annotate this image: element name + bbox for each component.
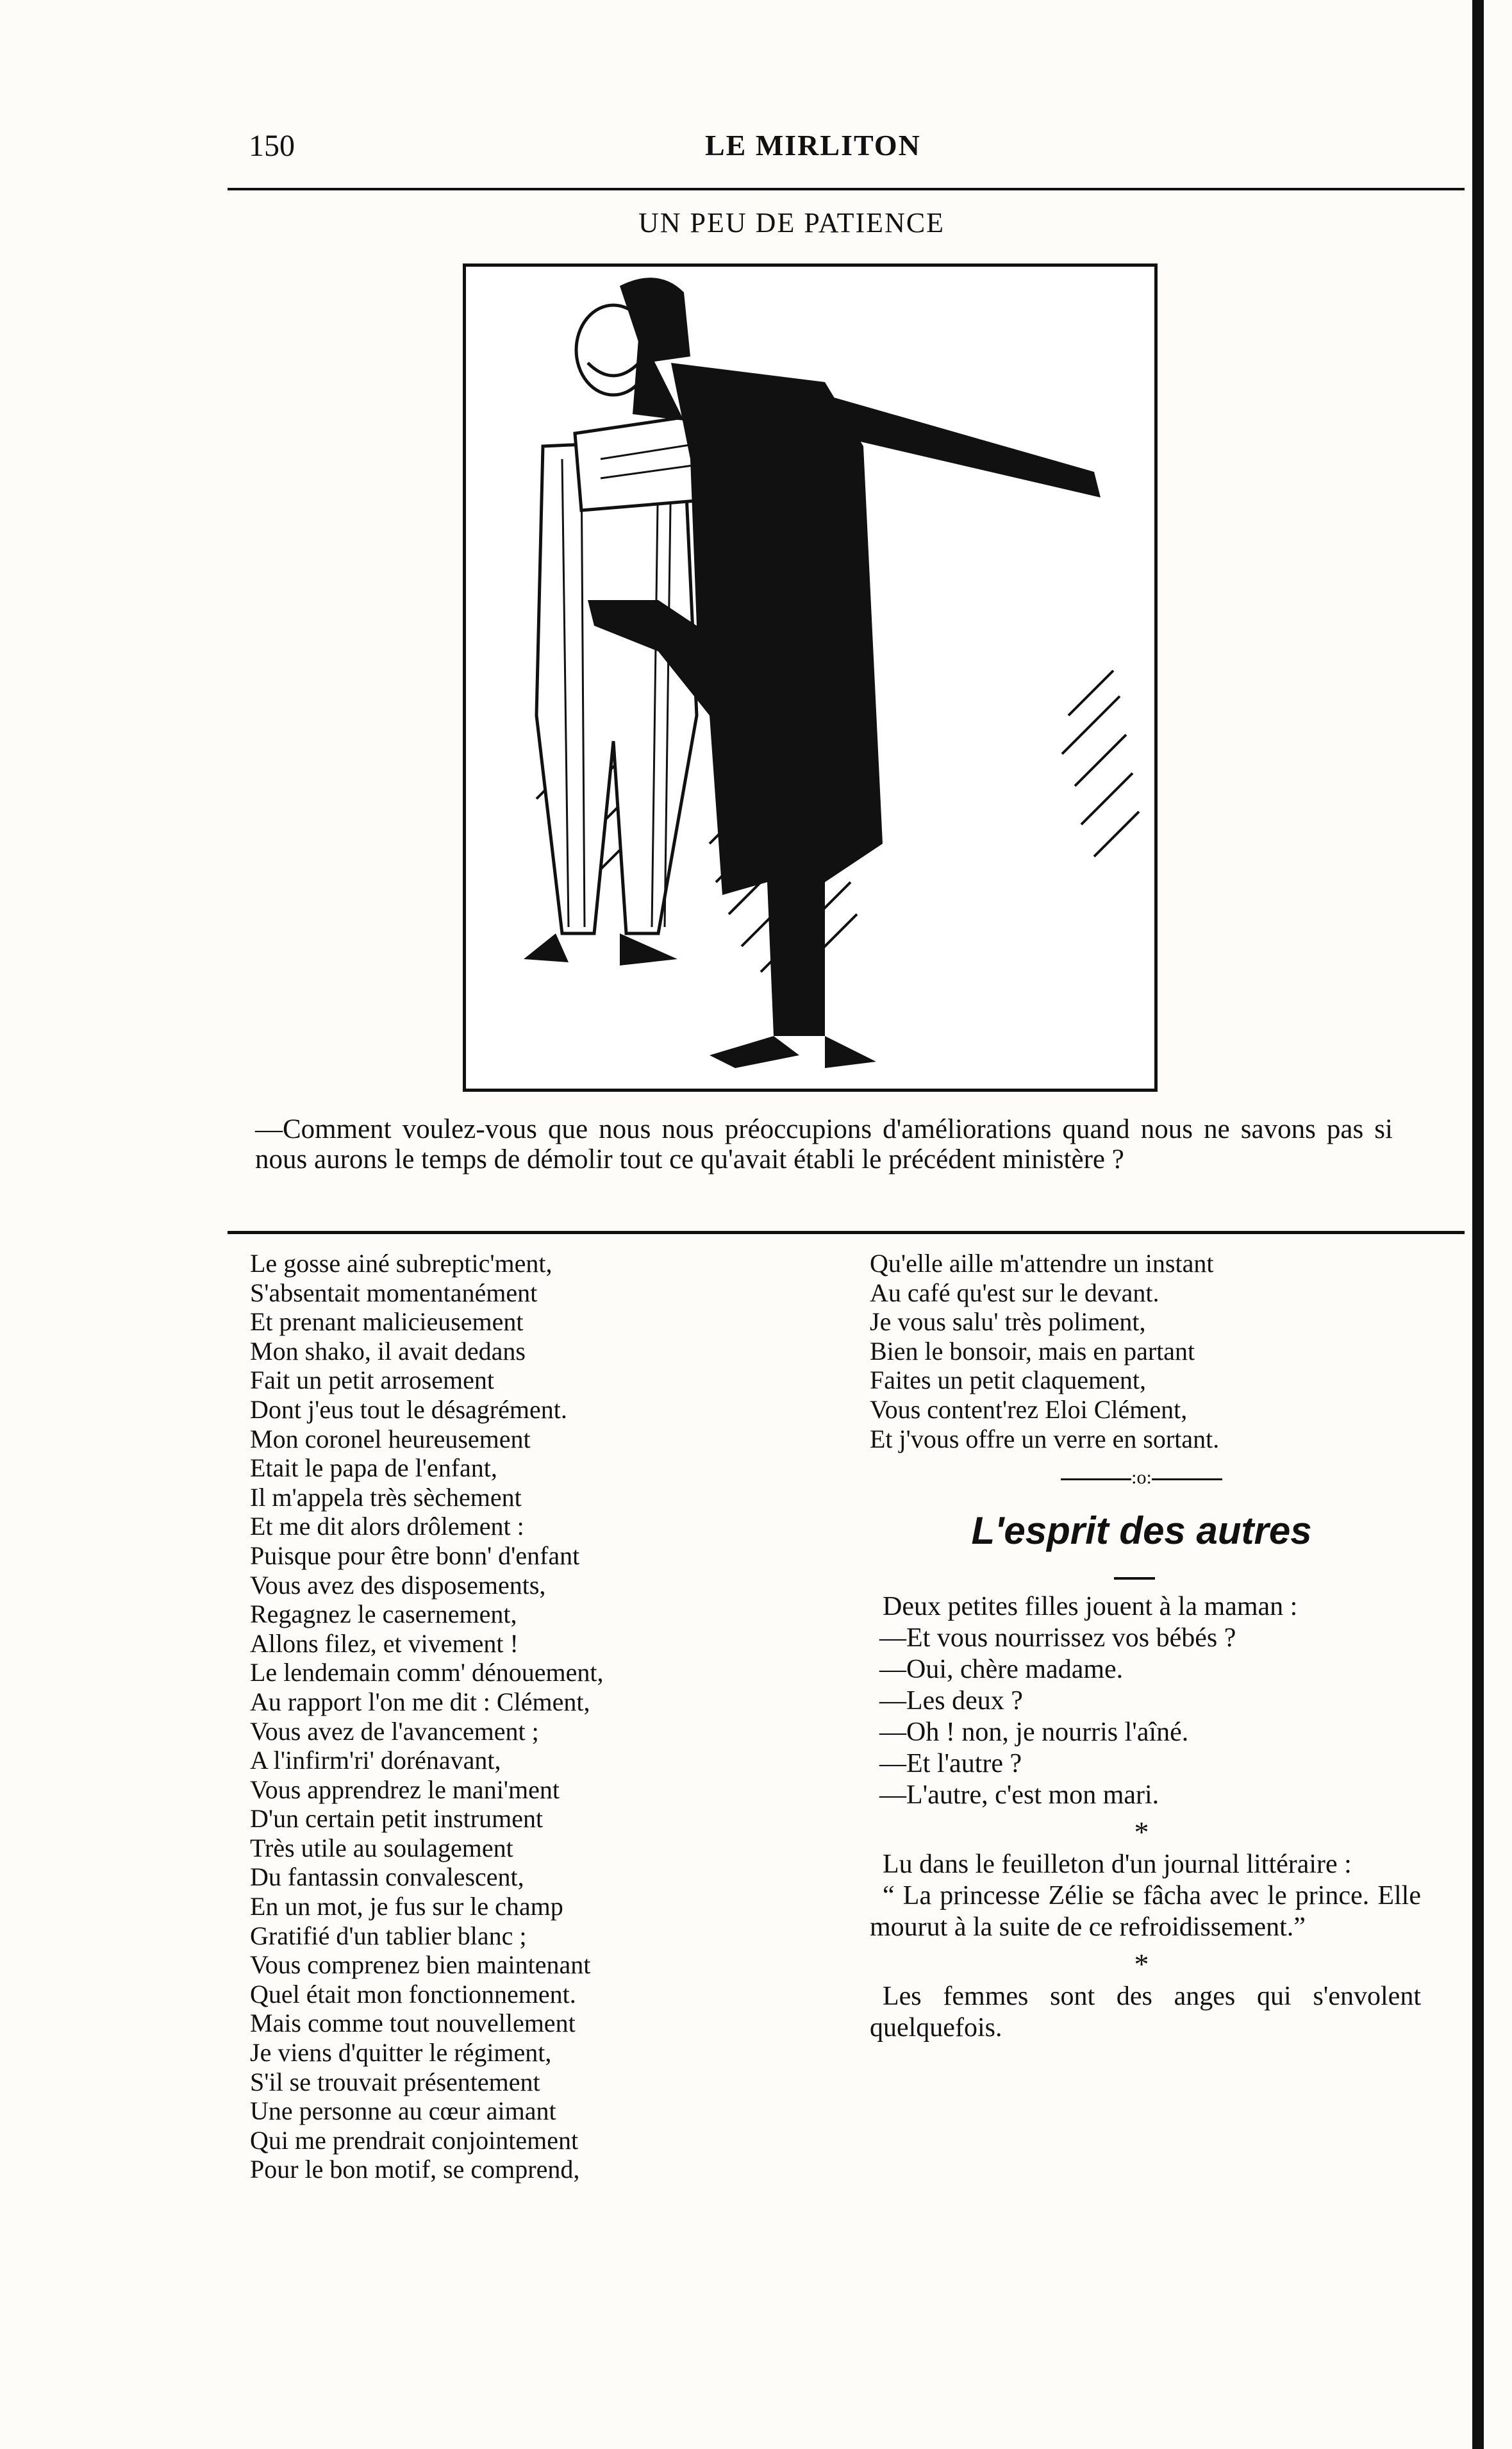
page-edge	[1472, 0, 1484, 2449]
dialogue-line: —Les deux ?	[879, 1686, 1023, 1716]
cartoon-drawing	[466, 267, 1154, 1089]
cartoon-illustration	[463, 263, 1158, 1092]
poem-line: Etait le papa de l'enfant,	[250, 1453, 497, 1483]
poem-line: S'absentait momentanément	[250, 1278, 538, 1307]
poem-line: Au café qu'est sur le devant.	[870, 1278, 1159, 1307]
poem-line: Le lendemain comm' dénouement,	[250, 1658, 604, 1687]
poem-line: S'il se trouvait présentement	[250, 2067, 540, 2096]
poem-line: Vous avez de l'avancement ;	[250, 1716, 539, 1746]
separator-mark: :o:	[1131, 1467, 1152, 1488]
star-divider-1: *	[1134, 1816, 1149, 1848]
poem-line: Vous apprendrez le mani'ment	[250, 1775, 560, 1804]
section-heading: L'esprit des autres	[971, 1509, 1312, 1552]
poem-line: Une personne au cœur aimant	[250, 2096, 556, 2126]
anecdote-intro: Deux petites filles jouent à la maman :	[883, 1592, 1298, 1621]
poem-line: Très utile au soulagement	[250, 1833, 513, 1862]
poem-line: Et j'vous offre un verre en sortant.	[870, 1424, 1220, 1453]
header-rule	[228, 188, 1465, 190]
cartoon-caption: —Comment voulez-vous que nous nous préoccupions d'améliorations quand nous ne savons pas si nous aurons le temps de démolir tout ce qu'avait établi le précédent ministère ?	[255, 1114, 1393, 1174]
poem-line: Faites un petit claquement,	[870, 1366, 1146, 1395]
section-rule	[228, 1231, 1465, 1234]
poem-line: Quel était mon fonctionnement.	[250, 1979, 576, 2009]
poem-line: Regagnez le casernement,	[250, 1600, 517, 1629]
dialogue-line: —Et vous nourrissez vos bébés ?	[879, 1623, 1236, 1653]
poem-line: Vous comprenez bien maintenant	[250, 1950, 591, 1980]
poem-line: Et me dit alors drôlement :	[250, 1512, 524, 1541]
poem-line: Pour le bon motif, se comprend,	[250, 2155, 580, 2184]
dialogue-line: —L'autre, c'est mon mari.	[879, 1780, 1159, 1810]
poem-line: Je vous salu' très poliment,	[870, 1307, 1146, 1337]
poem-line: Qu'elle aille m'attendre un instant	[870, 1249, 1214, 1278]
cartoon-title: UN PEU DE PATIENCE	[638, 207, 945, 238]
poem-line: En un mot, je fus sur le champ	[250, 1892, 563, 1921]
poem-line: Bien le bonsoir, mais en partant	[870, 1336, 1195, 1366]
poem-line: Allons filez, et vivement !	[250, 1628, 519, 1658]
anecdote-3: Les femmes sont des anges qui s'envolent quelquefois.	[870, 1982, 1421, 2043]
dialogue	[870, 1623, 1421, 1811]
dialogue-line: —Oh ! non, je nourris l'aîné.	[879, 1718, 1189, 1747]
heading-underline	[1114, 1577, 1155, 1580]
poem-line: Je viens d'quitter le régiment,	[250, 2038, 552, 2068]
poem-line: D'un certain petit instrument	[250, 1804, 544, 1834]
dialogue-line: —Oui, chère madame.	[879, 1655, 1124, 1684]
journal-title: LE MIRLITON	[705, 129, 921, 162]
poem-line: Mon shako, il avait dedans	[250, 1336, 526, 1366]
poem-line: Gratifié d'un tablier blanc ;	[250, 1921, 527, 1950]
poem-line: Au rapport l'on me dit : Clément,	[250, 1687, 590, 1716]
anecdotes	[870, 1591, 1421, 2044]
poem-line: Du fantassin convalescent,	[250, 1862, 524, 1892]
poem-column-2	[870, 1249, 1408, 1453]
poem-line: Mais comme tout nouvellement	[250, 2009, 576, 2038]
poem-line: Vous avez des disposements,	[250, 1570, 546, 1600]
star-divider-2: *	[1134, 1948, 1149, 1980]
poem-line: Mon coronel heureusement	[250, 1424, 531, 1453]
poem-line: A l'infirm'ri' dorénavant,	[250, 1746, 501, 1775]
poem-line: Il m'appela très sèchement	[250, 1482, 522, 1512]
ornament-separator	[870, 1467, 1413, 1489]
poem-column-1	[250, 1249, 865, 2184]
poem-line: Dont j'eus tout le désagrément.	[250, 1394, 567, 1424]
poem-line: Fait un petit arrosement	[250, 1366, 495, 1395]
anecdote-2-quote: “ La princesse Zélie se fâcha avec le prince. Elle mourut à la suite de ce refroidissement.”	[870, 1881, 1421, 1942]
poem-line: Qui me prendrait conjointement	[250, 2125, 579, 2155]
dialogue-line: —Et l'autre ?	[879, 1749, 1022, 1778]
poem-line: Le gosse ainé subreptic'ment,	[250, 1249, 552, 1278]
poem-line: Puisque pour être bonn' d'enfant	[250, 1541, 580, 1570]
anecdote-2-intro: Lu dans le feuilleton d'un journal littéraire :	[883, 1850, 1352, 1879]
poem-line: Et prenant malicieusement	[250, 1307, 524, 1337]
poem-line: Vous content'rez Eloi Clément,	[870, 1394, 1188, 1424]
page-number: 150	[249, 129, 295, 163]
